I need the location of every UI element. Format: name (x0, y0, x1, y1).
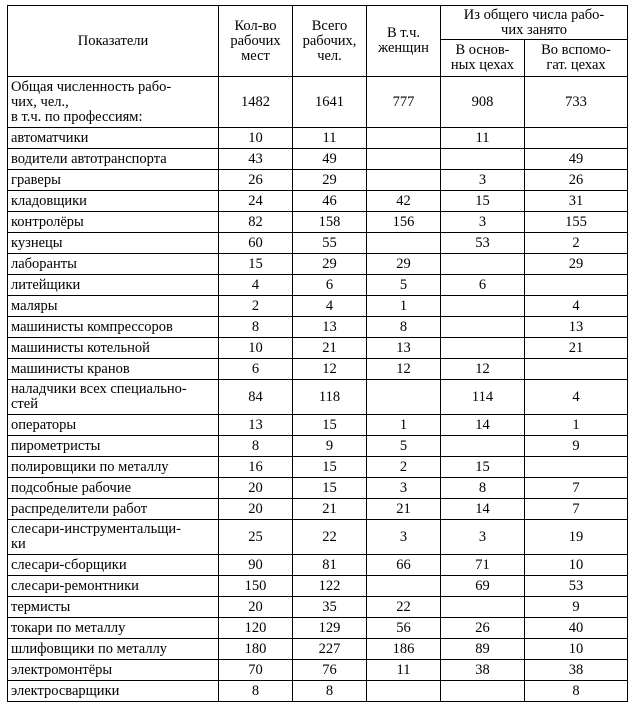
row-label: машинисты компрессоров (8, 317, 219, 338)
table-row (8, 660, 628, 681)
header-total-workers: Всего рабочих, чел. (293, 6, 367, 77)
table-row (8, 681, 628, 702)
cell-women: 186 (367, 639, 441, 660)
cell-total-workers: 227 (293, 639, 367, 660)
row-label: операторы (8, 415, 219, 436)
cell-main-shops (441, 149, 525, 170)
cell-aux-shops: 19 (525, 520, 628, 555)
cell-women: 56 (367, 618, 441, 639)
cell-total-workers: 9 (293, 436, 367, 457)
cell-aux-shops: 7 (525, 478, 628, 499)
header-women: В т.ч. женщин (367, 6, 441, 77)
cell-main-shops (441, 254, 525, 275)
cell-aux-shops: 53 (525, 576, 628, 597)
table-row (8, 597, 628, 618)
cell-workplaces: 10 (219, 338, 293, 359)
cell-workplaces: 4 (219, 275, 293, 296)
row-label: полировщики по металлу (8, 457, 219, 478)
cell-workplaces: 16 (219, 457, 293, 478)
cell-workplaces: 10 (219, 128, 293, 149)
cell-aux-shops: 8 (525, 681, 628, 702)
cell-total-workers: 118 (293, 380, 367, 415)
cell-total-workers: 158 (293, 212, 367, 233)
cell-workplaces: 6 (219, 359, 293, 380)
cell-women (367, 233, 441, 254)
cell-main-shops: 14 (441, 499, 525, 520)
cell-workplaces: 90 (219, 555, 293, 576)
cell-main-shops: 8 (441, 478, 525, 499)
table-header (8, 6, 628, 77)
cell-main-shops: 3 (441, 520, 525, 555)
table-row (8, 415, 628, 436)
cell-main-shops: 26 (441, 618, 525, 639)
cell-total-workers: 4 (293, 296, 367, 317)
header-main-shops: В основ- ных цехах (441, 40, 525, 77)
cell-women: 13 (367, 338, 441, 359)
row-label: токари по металлу (8, 618, 219, 639)
cell-total-workers: 76 (293, 660, 367, 681)
cell-aux-shops: 10 (525, 639, 628, 660)
cell-main-shops (441, 317, 525, 338)
row-label: маляры (8, 296, 219, 317)
cell-aux-shops: 21 (525, 338, 628, 359)
cell-women (367, 128, 441, 149)
table-row (8, 457, 628, 478)
header-indicator: Показатели (8, 6, 219, 77)
cell-women: 3 (367, 478, 441, 499)
row-label: кладовщики (8, 191, 219, 212)
cell-women: 21 (367, 499, 441, 520)
table-row (8, 149, 628, 170)
cell-women: 11 (367, 660, 441, 681)
row-label: лаборанты (8, 254, 219, 275)
table-row (8, 296, 628, 317)
cell-workplaces: 84 (219, 380, 293, 415)
cell-workplaces: 8 (219, 317, 293, 338)
table-row (8, 576, 628, 597)
cell-aux-shops: 13 (525, 317, 628, 338)
cell-women: 5 (367, 275, 441, 296)
cell-aux-shops: 4 (525, 380, 628, 415)
cell-aux-shops: 10 (525, 555, 628, 576)
cell-total-workers: 122 (293, 576, 367, 597)
cell-total-workers: 129 (293, 618, 367, 639)
cell-women (367, 170, 441, 191)
cell-main-shops: 53 (441, 233, 525, 254)
cell-women: 12 (367, 359, 441, 380)
cell-total-workers: 11 (293, 128, 367, 149)
cell-main-shops (441, 681, 525, 702)
cell-workplaces: 150 (219, 576, 293, 597)
cell-main-shops: 15 (441, 191, 525, 212)
cell-women: 156 (367, 212, 441, 233)
table-row (8, 275, 628, 296)
table-row (8, 359, 628, 380)
row-label: контролёры (8, 212, 219, 233)
cell-total-workers: 35 (293, 597, 367, 618)
cell-main-shops: 14 (441, 415, 525, 436)
cell-aux-shops: 38 (525, 660, 628, 681)
cell-total-workers: 13 (293, 317, 367, 338)
cell-women: 777 (367, 77, 441, 128)
cell-women: 42 (367, 191, 441, 212)
row-label: кузнецы (8, 233, 219, 254)
table-row (8, 233, 628, 254)
cell-total-workers: 6 (293, 275, 367, 296)
cell-workplaces: 20 (219, 597, 293, 618)
row-label: подсобные рабочие (8, 478, 219, 499)
row-label: слесари-инструментальщи- ки (8, 520, 219, 555)
cell-aux-shops: 31 (525, 191, 628, 212)
cell-workplaces: 8 (219, 436, 293, 457)
row-label: граверы (8, 170, 219, 191)
cell-main-shops: 3 (441, 170, 525, 191)
row-label: машинисты кранов (8, 359, 219, 380)
workers-table (7, 5, 628, 702)
cell-women: 1 (367, 296, 441, 317)
cell-main-shops: 114 (441, 380, 525, 415)
cell-workplaces: 24 (219, 191, 293, 212)
cell-total-workers: 8 (293, 681, 367, 702)
cell-main-shops: 15 (441, 457, 525, 478)
row-label: шлифовщики по металлу (8, 639, 219, 660)
cell-total-workers: 12 (293, 359, 367, 380)
cell-women: 22 (367, 597, 441, 618)
row-label: машинисты котельной (8, 338, 219, 359)
cell-aux-shops: 155 (525, 212, 628, 233)
table-row (8, 478, 628, 499)
cell-total-workers: 21 (293, 338, 367, 359)
cell-workplaces: 25 (219, 520, 293, 555)
cell-aux-shops: 40 (525, 618, 628, 639)
cell-total-workers: 15 (293, 457, 367, 478)
cell-aux-shops: 733 (525, 77, 628, 128)
cell-workplaces: 13 (219, 415, 293, 436)
cell-aux-shops: 9 (525, 436, 628, 457)
cell-total-workers: 29 (293, 254, 367, 275)
table-row (8, 639, 628, 660)
cell-women: 5 (367, 436, 441, 457)
cell-women (367, 380, 441, 415)
cell-main-shops: 71 (441, 555, 525, 576)
cell-aux-shops: 4 (525, 296, 628, 317)
table-row (8, 317, 628, 338)
cell-total-workers: 1641 (293, 77, 367, 128)
row-label: электромонтёры (8, 660, 219, 681)
row-label: слесари-сборщики (8, 555, 219, 576)
cell-total-workers: 46 (293, 191, 367, 212)
row-label: автоматчики (8, 128, 219, 149)
cell-aux-shops: 2 (525, 233, 628, 254)
header-workplaces: Кол-во рабочих мест (219, 6, 293, 77)
row-label: распределители работ (8, 499, 219, 520)
cell-main-shops (441, 338, 525, 359)
table-body (8, 77, 628, 702)
cell-main-shops: 89 (441, 639, 525, 660)
header-aux-shops: Во вспомо- гат. цехах (525, 40, 628, 77)
cell-main-shops (441, 296, 525, 317)
cell-workplaces: 26 (219, 170, 293, 191)
row-label: наладчики всех специально- стей (8, 380, 219, 415)
table-row (8, 128, 628, 149)
cell-women: 3 (367, 520, 441, 555)
cell-women (367, 681, 441, 702)
table-row (8, 520, 628, 555)
cell-aux-shops (525, 457, 628, 478)
cell-women (367, 576, 441, 597)
cell-workplaces: 70 (219, 660, 293, 681)
cell-women: 1 (367, 415, 441, 436)
cell-women: 66 (367, 555, 441, 576)
cell-workplaces: 43 (219, 149, 293, 170)
cell-workplaces: 120 (219, 618, 293, 639)
cell-total-workers: 21 (293, 499, 367, 520)
cell-workplaces: 82 (219, 212, 293, 233)
cell-workplaces: 8 (219, 681, 293, 702)
cell-main-shops: 908 (441, 77, 525, 128)
cell-main-shops: 38 (441, 660, 525, 681)
cell-main-shops: 3 (441, 212, 525, 233)
row-label: термисты (8, 597, 219, 618)
row-label: водители автотранспорта (8, 149, 219, 170)
table-row (8, 170, 628, 191)
cell-main-shops (441, 436, 525, 457)
table-row (8, 499, 628, 520)
cell-workplaces: 2 (219, 296, 293, 317)
cell-aux-shops (525, 275, 628, 296)
row-label: Общая численность рабо- чих, чел., в т.ч. по профессиям: (8, 77, 219, 128)
cell-main-shops (441, 597, 525, 618)
cell-aux-shops: 7 (525, 499, 628, 520)
cell-women (367, 149, 441, 170)
cell-women: 2 (367, 457, 441, 478)
cell-workplaces: 180 (219, 639, 293, 660)
cell-main-shops: 69 (441, 576, 525, 597)
cell-total-workers: 15 (293, 478, 367, 499)
cell-total-workers: 81 (293, 555, 367, 576)
table-row (8, 212, 628, 233)
cell-aux-shops (525, 359, 628, 380)
cell-aux-shops: 26 (525, 170, 628, 191)
row-label: электросварщики (8, 681, 219, 702)
table-row (8, 618, 628, 639)
table-row (8, 254, 628, 275)
cell-total-workers: 22 (293, 520, 367, 555)
cell-total-workers: 29 (293, 170, 367, 191)
table-row (8, 436, 628, 457)
cell-total-workers: 55 (293, 233, 367, 254)
row-label: литейщики (8, 275, 219, 296)
cell-aux-shops: 9 (525, 597, 628, 618)
table-row (8, 555, 628, 576)
cell-workplaces: 20 (219, 478, 293, 499)
cell-main-shops: 12 (441, 359, 525, 380)
cell-aux-shops: 49 (525, 149, 628, 170)
cell-main-shops: 11 (441, 128, 525, 149)
table-row (8, 77, 628, 128)
cell-women: 29 (367, 254, 441, 275)
table-row (8, 191, 628, 212)
cell-women: 8 (367, 317, 441, 338)
cell-total-workers: 15 (293, 415, 367, 436)
row-label: пирометристы (8, 436, 219, 457)
cell-main-shops: 6 (441, 275, 525, 296)
cell-aux-shops: 1 (525, 415, 628, 436)
cell-workplaces: 60 (219, 233, 293, 254)
cell-total-workers: 49 (293, 149, 367, 170)
table-row (8, 380, 628, 415)
cell-aux-shops (525, 128, 628, 149)
cell-workplaces: 15 (219, 254, 293, 275)
header-employed-group: Из общего числа рабо- чих занято (441, 6, 628, 40)
table-row (8, 338, 628, 359)
cell-workplaces: 20 (219, 499, 293, 520)
cell-aux-shops: 29 (525, 254, 628, 275)
cell-workplaces: 1482 (219, 77, 293, 128)
row-label: слесари-ремонтники (8, 576, 219, 597)
